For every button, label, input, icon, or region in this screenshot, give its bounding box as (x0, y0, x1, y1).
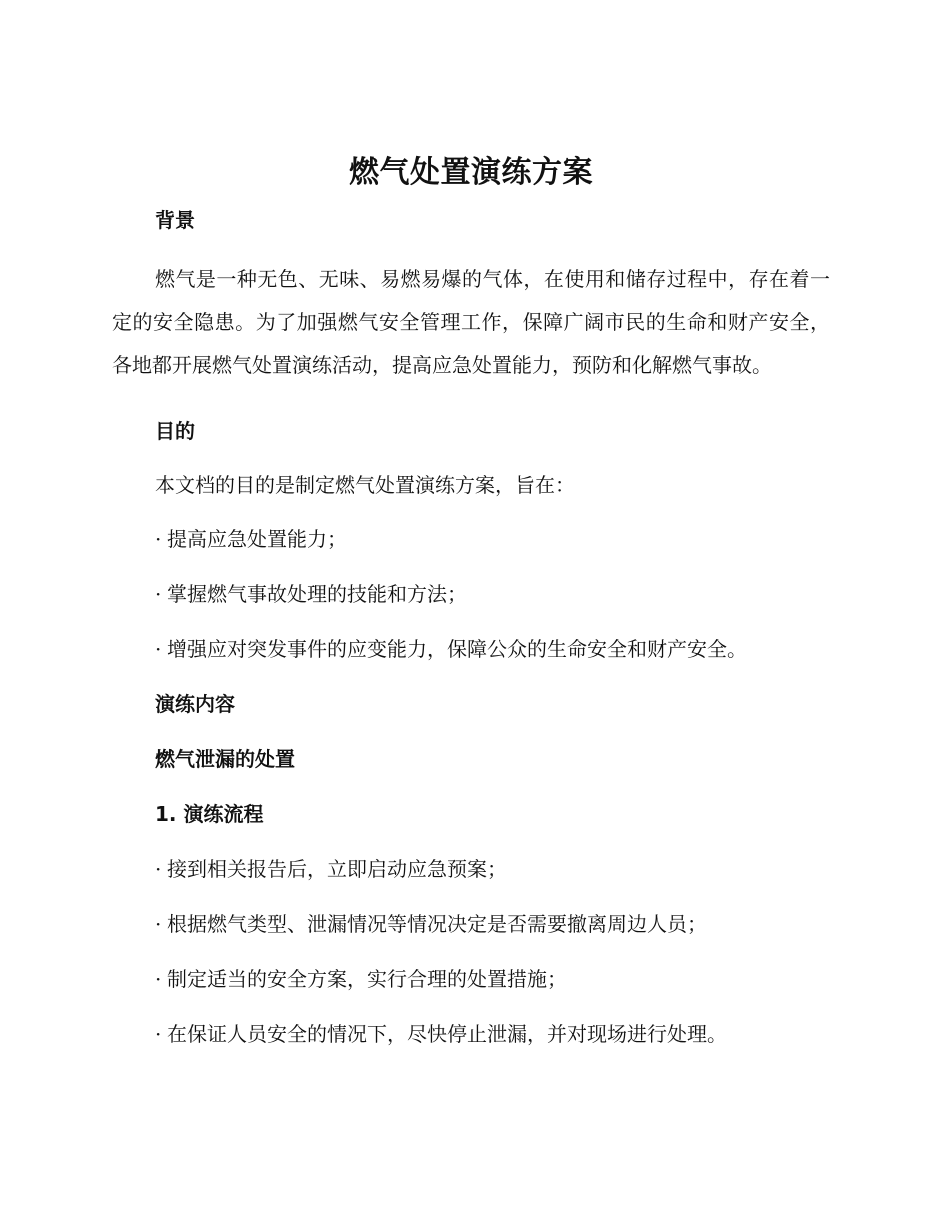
document-body (112, 152, 830, 1048)
bullet-dot-icon: · (155, 637, 162, 661)
section-heading-background: 背景 (155, 208, 195, 232)
bullet-dot-icon: · (155, 967, 162, 991)
aim-bullet-item (112, 525, 830, 553)
flow-bullet-item (112, 910, 830, 938)
section-heading-drill-content: 演练内容 (155, 692, 235, 716)
flow-bullet-item (112, 855, 830, 883)
subsection-heading-gas-leak: 燃气泄漏的处置 (155, 747, 295, 771)
flow-bullet-text: 制定适当的安全方案，实行合理的处置措施； (167, 967, 567, 991)
background-paragraph: 燃气是一种无色、无味、易燃易爆的气体，在使用和储存过程中，存在着一定的安全隐患。为了加强燃气安全管理工作，保障广阔市民的生命和财产安全，各地都开展燃气处置演练活动，提高应急处置能力，预防和化解燃气事故。 (112, 267, 830, 377)
bullet-dot-icon: · (155, 527, 162, 551)
aim-bullet-text: 增强应对突发事件的应变能力，保障公众的生命安全和财产安全。 (167, 637, 747, 661)
aim-bullet-item (112, 580, 830, 608)
document-title: 燃气处置演练方案 (349, 155, 593, 190)
aim-bullet-text: 掌握燃气事故处理的技能和方法； (167, 582, 467, 606)
flow-bullet-text: 根据燃气类型、泄漏情况等情况决定是否需要撤离周边人员； (167, 912, 707, 936)
subsection-heading-drill-flow: 1. 演练流程 (155, 802, 264, 826)
bullet-dot-icon: · (155, 582, 162, 606)
flow-bullet-text: 接到相关报告后，立即启动应急预案； (167, 857, 507, 881)
aim-intro: 本文档的目的是制定燃气处置演练方案，旨在： (155, 473, 575, 497)
bullet-dot-icon: · (155, 912, 162, 936)
section-heading-aim: 目的 (155, 419, 195, 443)
flow-bullet-text: 在保证人员安全的情况下，尽快停止泄漏，并对现场进行处理。 (167, 1022, 727, 1046)
aim-bullet-item (112, 635, 830, 663)
flow-bullet-item (112, 965, 830, 993)
flow-bullet-item (112, 1020, 830, 1048)
aim-bullet-text: 提高应急处置能力； (167, 527, 347, 551)
bullet-dot-icon: · (155, 1022, 162, 1046)
bullet-dot-icon: · (155, 857, 162, 881)
